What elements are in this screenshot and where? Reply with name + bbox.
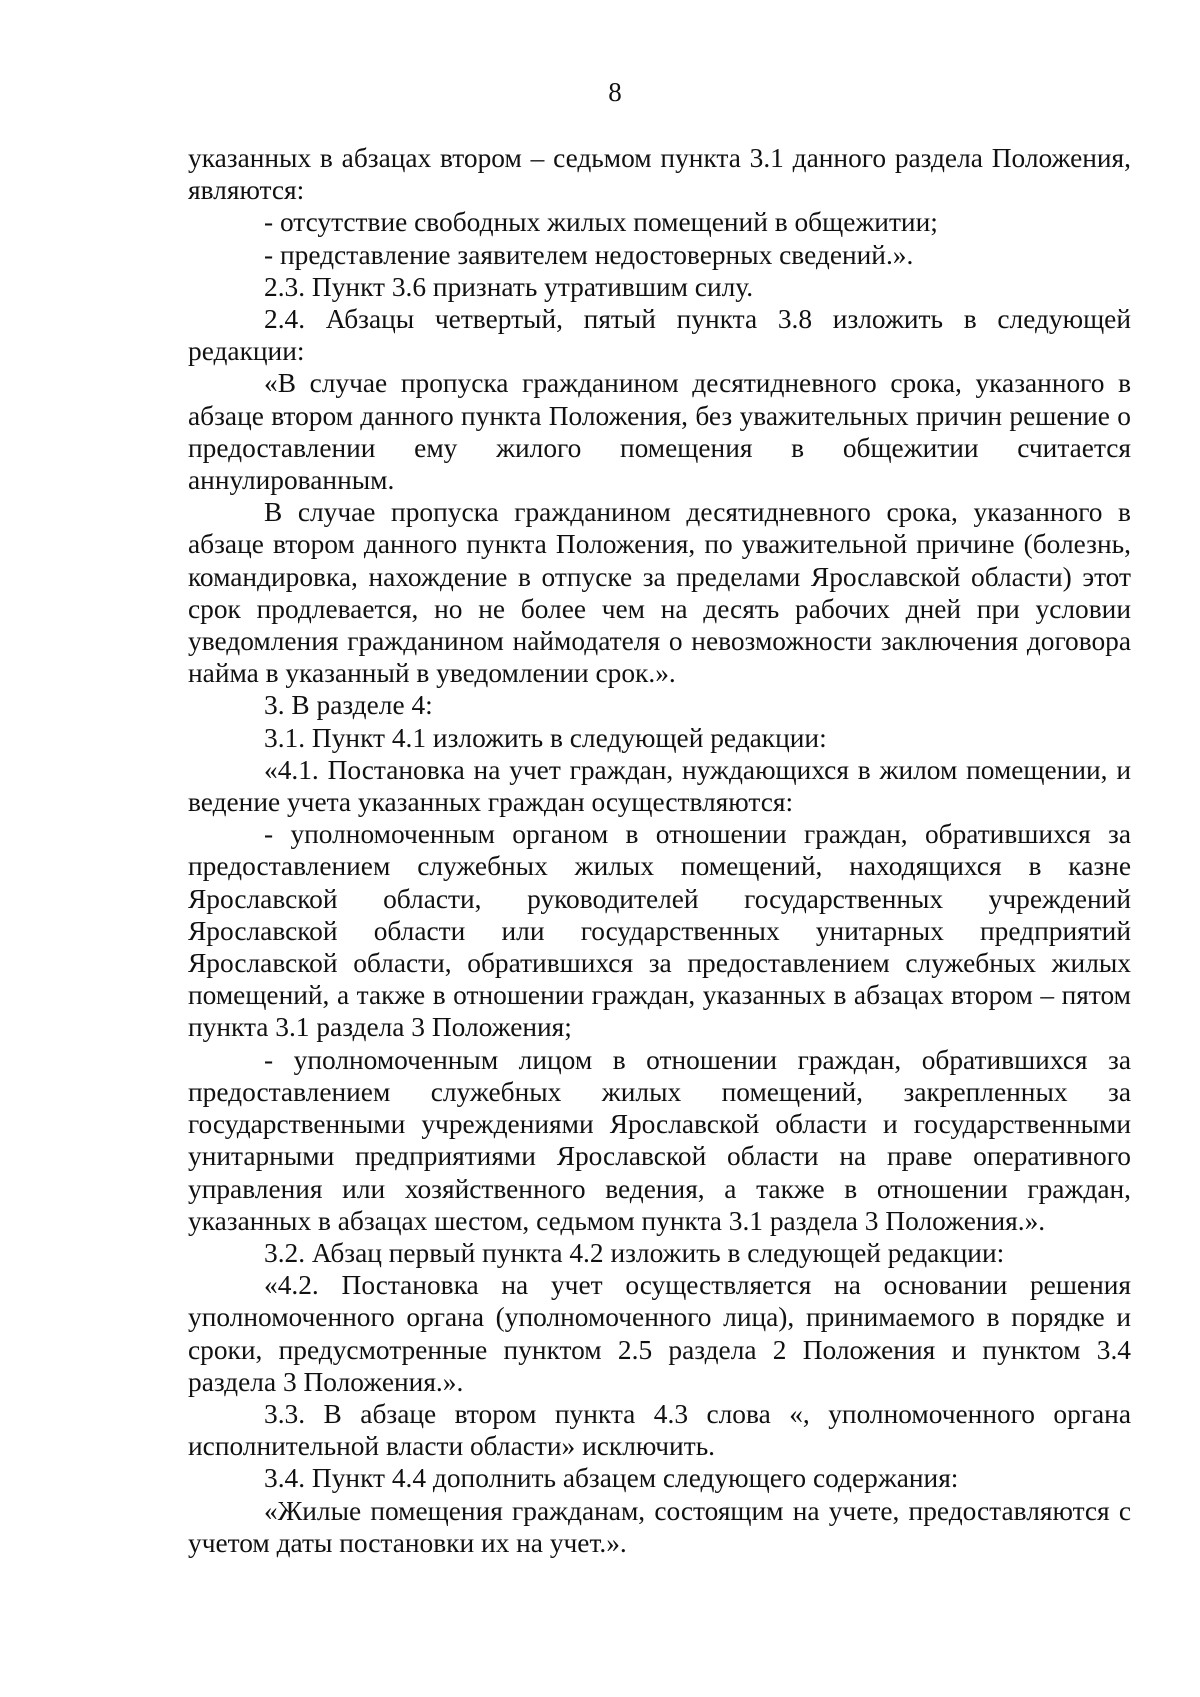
paragraph: «Жилые помещения гражданам, состоящим на учете, предоставляются с учетом даты постановки их на учет.». xyxy=(188,1495,1131,1558)
paragraph: 3.3. В абзаце втором пункта 4.3 слова «, уполномоченного органа исполнительной власти области» исключить. xyxy=(188,1398,1131,1462)
paragraph: 3.4. Пункт 4.4 дополнить абзацем следующего содержания: xyxy=(264,1463,959,1494)
paragraph: - уполномоченным лицом в отношении граждан, обратившихся за предоставлением служебных жилых помещений, закрепленных за государственными учреждениями Ярославской области и государственными унитарными предприятиями Ярославской области на праве оперативного управления или хозяйственного ведения, а также в отношении граждан, указанных в абзацах шестом, седьмом пункта 3.1 раздела 3 Положения.». xyxy=(188,1044,1131,1236)
paragraph: «В случае пропуска гражданином десятидневного срока, указанного в абзаце втором данного пункта Положения, без уважительных причин решение о предоставлении ему жилого помещения в общежитии считается аннулированным. xyxy=(188,368,1131,496)
paragraph: 3.1. Пункт 4.1 изложить в следующей редакции: xyxy=(264,722,827,753)
paragraph: «4.2. Постановка на учет осуществляется на основании решения уполномоченного органа (уполномоченного лица), принимаемого в порядке и сроки, предусмотренные пунктом 2.5 раздела 2 Положения и пунктом 3.4 раздела 3 Положения.». xyxy=(188,1270,1131,1397)
paragraph: «4.1. Постановка на учет граждан, нуждающихся в жилом помещении, и ведение учета указанных граждан осуществляются: xyxy=(188,754,1131,818)
paragraph: 2.4. Абзацы четвертый, пятый пункта 3.8 изложить в следующей редакции: xyxy=(188,304,1131,367)
page-number: 8 xyxy=(608,77,622,107)
paragraph: - отсутствие свободных жилых помещений в общежитии; xyxy=(264,207,938,238)
paragraph: 3.2. Абзац первый пункта 4.2 изложить в следующей редакции: xyxy=(264,1237,1005,1268)
paragraph: указанных в абзацах втором – седьмом пункта 3.1 данного раздела Положения, являются: xyxy=(188,143,1131,206)
paragraph: В случае пропуска гражданином десятидневного срока, указанного в абзаце втором данного пункта Положения, по уважительной причине (болезнь, командировка, нахождение в отпуске за пределами Ярославской области) этот срок продлевается, но не более чем на десять рабочих дней при условии уведомления гражданином наймодателя о невозможности заключения договора найма в указанный в уведомлении срок.». xyxy=(188,497,1131,689)
paragraph: 3. В разделе 4: xyxy=(264,690,433,721)
document-body xyxy=(188,142,1131,1559)
paragraph: 2.3. Пункт 3.6 признать утратившим силу. xyxy=(264,271,754,302)
paragraph: - уполномоченным органом в отношении граждан, обратившихся за предоставлением служебных жилых помещений, находящихся в казне Ярославской области, руководителей государственных учреждений Ярославской области или государственных унитарных предприятий Ярославской области, обратившихся за предоставлением служебных жилых помещений, а также в отношении граждан, указанных в абзацах втором – пятом пункта 3.1 раздела 3 Положения; xyxy=(188,819,1131,1043)
paragraph: - представление заявителем недостоверных сведений.». xyxy=(264,239,914,270)
